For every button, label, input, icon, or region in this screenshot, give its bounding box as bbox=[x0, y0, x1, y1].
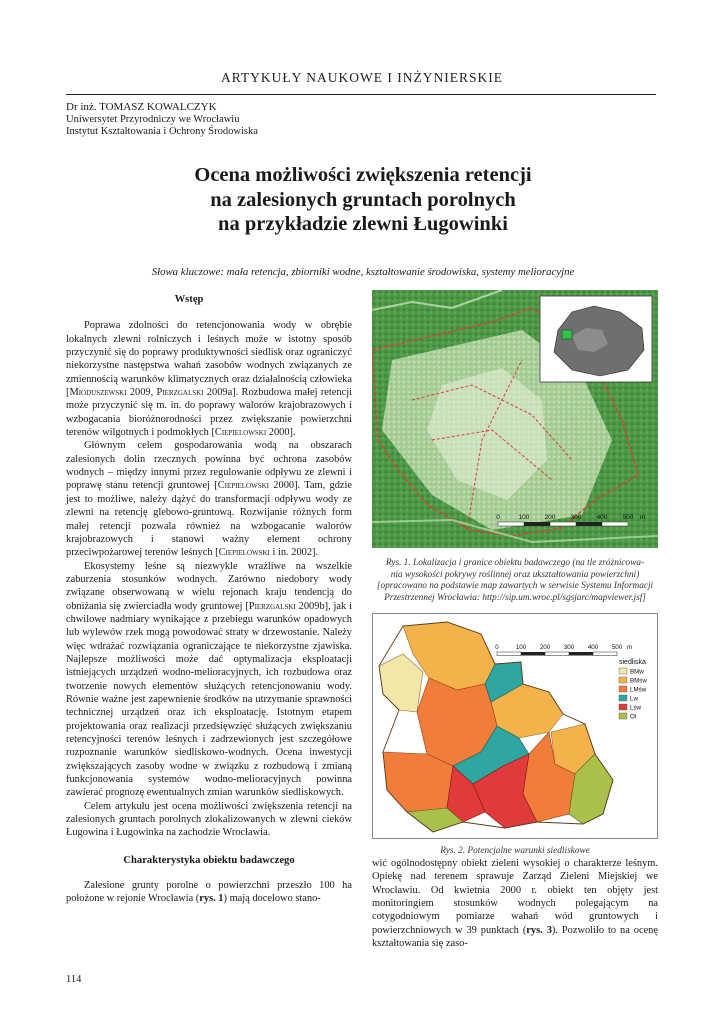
fig1-scale-100: 100 bbox=[518, 514, 530, 521]
fig1-scale-500: 500 bbox=[622, 514, 634, 521]
legend-swatch-4 bbox=[619, 704, 627, 710]
figure-1-scale-bar bbox=[496, 514, 645, 526]
fig1-scale-unit: m bbox=[640, 514, 646, 521]
legend-label-4: Lśw bbox=[630, 704, 642, 712]
author-name: Dr inż. TOMASZ KOWALCZYK bbox=[66, 101, 217, 113]
legend-title: siedliska bbox=[619, 659, 646, 666]
fig2-scale-500: 500 bbox=[611, 644, 623, 651]
right-column-text bbox=[372, 857, 658, 950]
fig1-scale-300: 300 bbox=[570, 514, 582, 521]
legend-label-1: BMśw bbox=[630, 677, 647, 685]
legend-label-0: BMw bbox=[630, 668, 644, 676]
aerial-map-image bbox=[372, 290, 658, 548]
author-block bbox=[66, 101, 258, 139]
fig2-scale-400: 400 bbox=[587, 644, 599, 651]
left-column bbox=[66, 294, 352, 906]
paragraph-intro-3: Ekosystemy leśne są niezwykle wrażliwe na wszelkie zaburzenia stosunków wodnych. Zarówno niedobory wody związane obserwowaną w wielu rejonach kraju tendencją do obniżania się zwierciadła wody gruntowej [Pierzgalski 2009b], jak i chwilowe nadmiary wynikające z przebiegu warunków opadowych lub wylewów rzek mogą powodować straty w drzewostanie. Należy więc wdrażać rozwiązania ograniczające te niekorzystne zjawiska. Najlepsze możliwości może dać optymalizacja eksploatacji istniejących urządzeń wodno-melioracyjnych, ich rozbudowa oraz tworzenie nowych elementów służących retencjonowaniu wody. Równie ważne jest zapewnienie środków na utrzymanie sprawności technicznej urządzeń oraz ich eksploatację. Istotnym etapem projektowania oraz realizacji przedsięwzięć służących zwiększaniu retencyjności terenów leśnych i zadrzewionych jest szczegółowe rozpoznanie warunków siedliskowo-wodnych. Ocena inwestycji zwiększających zasoby wodne w związku z rozbudową i zmianą funkcjonowania systemów wodno-melioracyjnych powinna zawierać prognozę ewentualnych zmian warunków siedliskowych. bbox=[66, 560, 352, 799]
article-title bbox=[66, 163, 660, 237]
article-title-line-2: na zalesionych gruntach porolnych bbox=[210, 188, 516, 211]
legend-label-3: Lw bbox=[630, 695, 638, 703]
fig2-scale-100: 100 bbox=[515, 644, 527, 651]
author-affiliation-university: Uniwersytet Przyrodniczy we Wrocławiu bbox=[66, 113, 240, 125]
paragraph-char-1: Zalesione grunty porolne o powierzchni przeszło 100 ha położone w rejonie Wrocławia (rys. 1) mają docelowo stano- bbox=[66, 880, 352, 905]
fig2-scale-200: 200 bbox=[539, 644, 551, 651]
fig2-scale-300: 300 bbox=[563, 644, 575, 651]
habitat-map-image bbox=[373, 614, 658, 839]
figure-1-caption-line-3: [opracowano na podstawie map zawartych w serwisie Systemu Informacji bbox=[376, 581, 654, 591]
section-heading-intro: Wstęp bbox=[174, 294, 204, 305]
legend-label-5: Ol bbox=[630, 713, 637, 721]
figure-1-caption-line-2: nia wysokości pokrywy roślinnej oraz ukształtowania powierzchni) bbox=[390, 569, 640, 580]
article-title-line-1: Ocena możliwości zwiększenia retencji bbox=[194, 164, 532, 186]
figure-1-caption-line-4: Przestrzennej Wrocławia: http://sip.um.wroc.pl/sgsjarc/mapviewer.jsf] bbox=[384, 592, 646, 603]
fig1-scale-200: 200 bbox=[544, 514, 556, 521]
paragraph-intro-4: Celem artykułu jest ocena możliwości zwiększenia retencji na zalesionych gruntach porolnych zlokalizowanych w zlewni cieków Ługowina i Ługowinka na zachodzie Wrocławia. bbox=[66, 800, 352, 839]
fig2-scale-0: 0 bbox=[495, 644, 499, 651]
author-affiliation-institute: Instytut Kształtowania i Ochrony Środowiska bbox=[66, 126, 258, 137]
paragraph-char-2: wić ogólnodostępny obiekt zieleni wysokiej o charakterze leśnym. Opiekę nad terenem sprawuje Zarząd Zieleni Miejskiej we Wrocławiu. Od kwietnia 2000 r. obiekt ten objęty jest monitoringiem stosunków wodnych polegającym na cotygodniowym pomiarze wahań wód gruntowych i powierzchniowych w 39 punktach (rys. 3). Pozwoliło to na ocenę kształtowania się zaso- bbox=[372, 858, 658, 950]
legend-swatch-2 bbox=[619, 686, 627, 692]
legend-swatch-3 bbox=[619, 695, 627, 701]
figure-2-habitat-map bbox=[372, 613, 658, 839]
figure-1-caption bbox=[366, 558, 664, 604]
figure-1-aerial-map bbox=[372, 290, 658, 548]
fig2-scale-unit: m bbox=[627, 644, 633, 651]
fig1-scale-0: 0 bbox=[496, 514, 500, 521]
figure-2-caption: Rys. 2. Potencjalne warunki siedliskowe bbox=[440, 846, 590, 856]
journal-section-header: ARTYKUŁY NAUKOWE I INŻYNIERSKIE bbox=[220, 70, 504, 85]
legend-swatch-0 bbox=[619, 668, 627, 674]
article-title-line-3: na przykładzie zlewni Ługowinki bbox=[218, 213, 508, 235]
header-rule bbox=[66, 94, 656, 95]
legend-swatch-5 bbox=[619, 713, 627, 719]
figure-2-scale-bar bbox=[495, 644, 632, 656]
figure-1-caption-line-1: Rys. 1. Lokalizacja i granice obiektu badawczego (na tle zróżnicowa- bbox=[385, 558, 645, 568]
page-number: 114 bbox=[66, 974, 82, 985]
fig1-scale-400: 400 bbox=[596, 514, 608, 521]
legend-label-2: LMśw bbox=[630, 686, 647, 694]
section-heading-characteristics: Charakterystyka obiektu badawczego bbox=[123, 854, 295, 866]
inset-city-map bbox=[540, 296, 652, 382]
paragraph-intro-2: Głównym celem gospodarowania wodą na obszarach zalesionych dolin rzecznych powinna być ochrona zasobów wodnych – między innymi przez regulowanie odpływu ze zlewni i poprawę stanu retencji gruntowej [Ciepielowski 2000]. Tam, gdzie jest to możliwe, należy dążyć do transformacji odpływu wody ze zlewni na retencję glebowo-gruntową. Rozwijanie różnych form małej retencji pozwala również na wzbogacanie walorów krajobrazowych i stanowi ważny element ochrony przeciwpożarowej terenów leśnych [Ciepielowski i in. 2002]. bbox=[66, 440, 352, 559]
keywords: Słowa kluczowe: mała retencja, zbiorniki wodne, kształtowanie środowiska, systemy melioracyjne bbox=[151, 266, 575, 278]
paragraph-intro-1: Poprawa zdolności do retencjonowania wody w obrębie lokalnych zlewni rolniczych i leśnych może w istotny sposób przyczynić się do poprawy produktywności siedlisk oraz ograniczyć niekorzystne następstwa wahań zasobów wodnych związanych ze zmiennością warunków klimatycznych oraz działalnością człowieka [Mioduszewski 2009, Pierzgalski 2009a]. Rozbudowa małej retencji może przyczynić się m. in. do poprawy walorów krajobrazowych i wzbogacania bioróżnorodności przez zwiększanie powierzchni terenów wilgotnych i podmokłych [Ciepielowski 2000]. bbox=[66, 320, 352, 439]
legend-swatch-1 bbox=[619, 677, 627, 683]
